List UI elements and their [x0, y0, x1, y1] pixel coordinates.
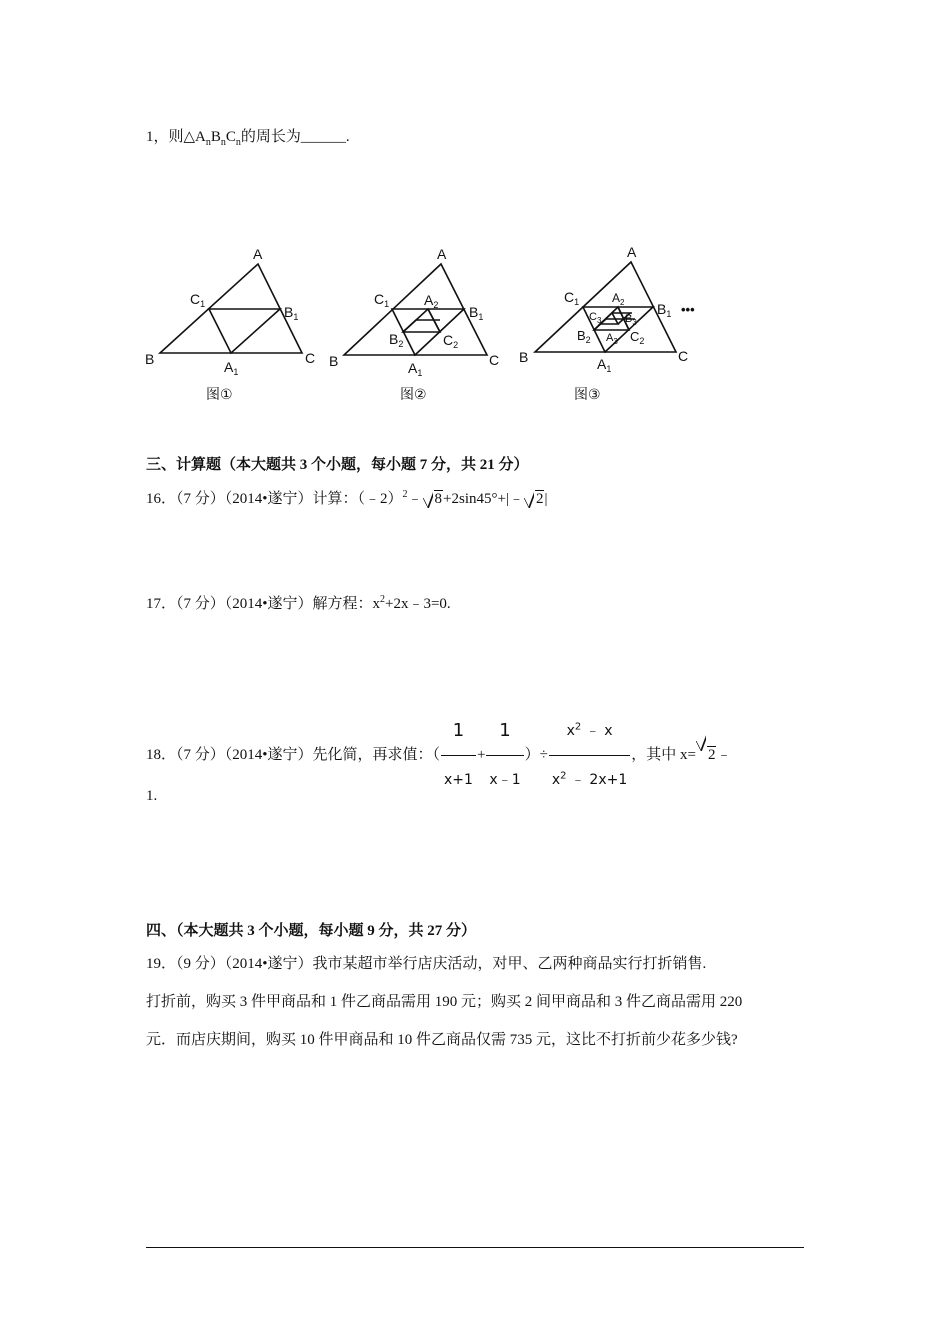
fig3-label-B1: $B_1$: [657, 301, 672, 319]
fig2-label-B1: $B_1$: [469, 304, 484, 322]
fig2-caption: 图②: [400, 386, 427, 402]
fig3-label-A1: $A_1$: [597, 356, 612, 374]
figure-1-drawing: [160, 264, 302, 353]
fig3-label-A: A: [627, 244, 637, 260]
question-17: 17．（7 分）（2014•遂宁）解方程：$x^2+2x﹣3=0$.: [146, 594, 451, 612]
fig1-label-A1: $A_1$: [224, 359, 239, 377]
fig3-label-C1: $C_1$: [564, 289, 580, 307]
question-19-line-2: 打折前，购买 3 件甲商品和 1 件乙商品需用 190 元；购买 2 间甲商品和 3 件乙商品需用 220: [146, 994, 743, 1010]
fig1-label-C1: $C_1$: [190, 291, 206, 309]
question-19-line-3: 元．而店庆期间，购买 10 件甲商品和 10 件乙商品仅需 735 元，这比不打折前少花多少钱?: [146, 1032, 738, 1048]
fig2-label-B: B: [329, 353, 339, 369]
fig1-caption: 图①: [206, 386, 233, 402]
fraction-1-over-x-plus-1: $\frac{1}{x+1}$: [441, 708, 476, 803]
fig3-caption: 图③: [574, 386, 601, 402]
fig2-label-C1: $C_1$: [374, 291, 390, 309]
fig1-label-B: B: [145, 351, 155, 367]
fig3-label-A3: $A_3$: [606, 332, 618, 346]
fig3-label-C: C: [678, 348, 689, 364]
figure-2-drawing: [344, 264, 487, 355]
question-19-line-1: 19．（9 分）（2014•遂宁）我市某超市举行店庆活动，对甲、乙两种商品实行打折销售.: [146, 956, 707, 972]
fig3-label-C2: $C_2$: [630, 329, 645, 346]
question-18-continuation: 1.: [146, 788, 158, 804]
sqrt-2: 2: [524, 489, 545, 509]
fraction-x2-minus-x: $\frac{x^2 ﹣ x}{x^2 ﹣ 2x+1}$: [549, 708, 630, 803]
fig3-label-B3: $B_3$: [625, 313, 637, 327]
section-3-heading: 三、计算题（本大题共 3 个小题，每小题 7 分，共 21 分）: [146, 457, 529, 473]
fig1-label-C: C: [305, 350, 316, 366]
fig3-label-C3: $C_3$: [589, 311, 602, 325]
fraction-1-over-x-minus-1: $\frac{1}{x﹣1}$: [486, 708, 523, 803]
question-18: 18．（7 分）（2014•遂宁）先化简，再求值：（ $\frac{1}{x+1}$ + $\frac{1}{x﹣1}$ ）÷ $\frac{x^2 ﹣ x}{x^2 ﹣ 2x+1}$ ，其中 x= 2﹣: [146, 708, 732, 754]
fig2-label-C2: $C_2$: [443, 332, 459, 350]
fig3-ellipsis: •••: [681, 302, 695, 317]
sqrt-8: 8: [423, 489, 444, 509]
question-16: 16．（7 分）（2014•遂宁）计算：（﹣2）$^2$﹣ 8+2sin45°+|﹣ 2|: [146, 489, 548, 507]
fig2-label-A: A: [437, 246, 447, 262]
fig2-label-C: C: [489, 352, 500, 368]
fig3-label-B2: $B_2$: [577, 328, 591, 345]
fig2-label-A1: $A_1$: [408, 360, 423, 378]
fig1-label-B1: $B_1$: [284, 304, 299, 322]
section-4-heading: 四、（本大题共 3 个小题，每小题 9 分，共 27 分）: [146, 923, 477, 939]
sqrt-2-q18: 2: [696, 732, 717, 778]
fig3-label-A2: $A_2$: [612, 291, 625, 307]
fig1-label-A: A: [253, 246, 263, 262]
footer-divider: [146, 1247, 804, 1248]
fig2-label-B2: $B_2$: [389, 331, 404, 349]
triangle-figures: [0, 230, 950, 410]
question-continuation: 1，则$\triangle A_nB_nC_n$的周长为______.: [146, 129, 350, 148]
fig3-label-B: B: [519, 349, 529, 365]
fig2-label-A2: $A_2$: [424, 292, 439, 310]
